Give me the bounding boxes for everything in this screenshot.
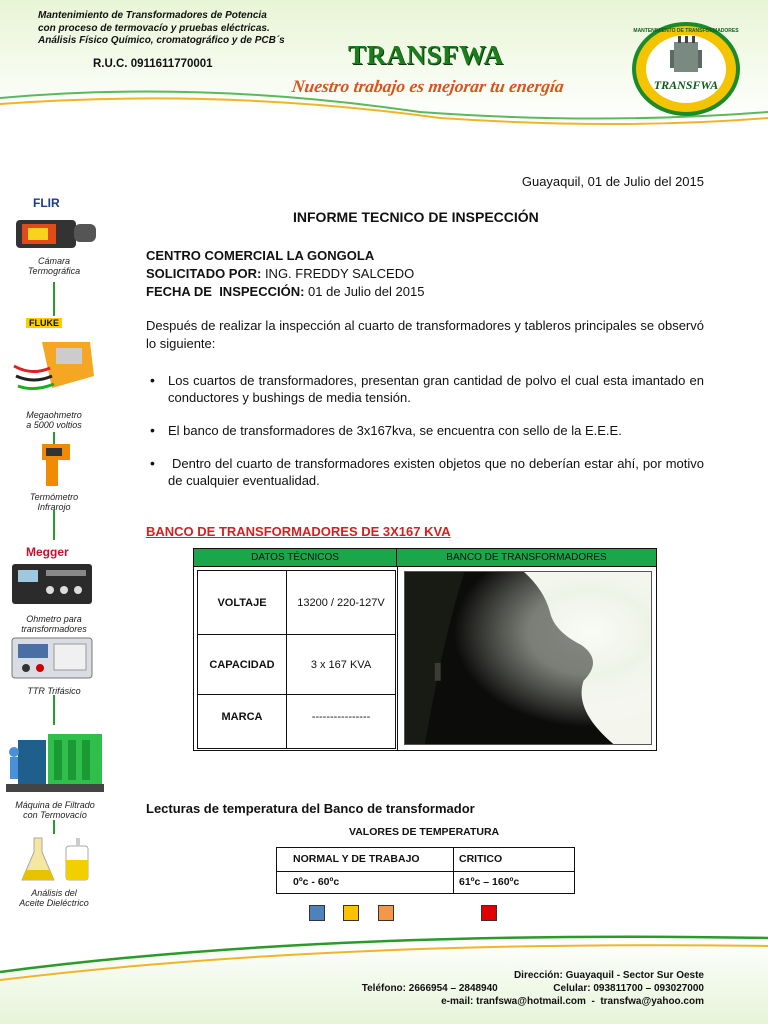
- inspection-date-label: FECHA DE INSPECCIÓN:: [146, 284, 305, 299]
- brand-slogan: Nuestro trabajo es mejorar tu energía: [290, 76, 566, 96]
- seal-text: TRANSFWA: [653, 78, 719, 92]
- equipment-caption: [4, 614, 104, 634]
- requested-by-label: SOLICITADO POR:: [146, 266, 262, 281]
- company-seal-logo: [630, 20, 742, 118]
- megger-logo: Megger: [26, 545, 69, 559]
- caption-line: Termográfica: [27, 266, 81, 276]
- row-value: 3 x 167 KVA: [286, 634, 396, 695]
- finding-item: • Dentro del cuarto de transformadores existen objetos que no deberían estar ahí, por motivo de cualquier eventualidad.: [150, 455, 704, 489]
- sidebar-connector: [53, 820, 55, 834]
- company-line: Análisis Físico Químico, cromatográfico y de PCB´s: [38, 35, 285, 46]
- temperature-value: 61ºc – 160ºc: [459, 876, 520, 888]
- report-date: Guayaquil, 01 de Julio del 2015: [521, 174, 704, 189]
- equipment-caption: [0, 800, 110, 820]
- temperature-value: 0ºc - 60ºc: [293, 876, 340, 888]
- inspection-date-value: 01 de Julio del 2015: [308, 284, 425, 299]
- row-label: MARCA: [197, 694, 287, 749]
- requested-by-value: ING. FREDDY SALCEDO: [264, 266, 415, 281]
- sidebar-connector: [53, 510, 55, 540]
- ruc-number: R.U.C. 0911611770001: [93, 58, 213, 70]
- temperature-heading: Lecturas de temperatura del Banco de transformador: [146, 801, 475, 816]
- caption-line: Aceite Dieléctrico: [19, 898, 89, 908]
- table-header: BANCO DE TRANSFORMADORES: [397, 549, 656, 567]
- company-line: con proceso de termovacío y pruebas eléctricas.: [38, 22, 270, 34]
- finding-item: • Los cuartos de transformadores, presentan gran cantidad de polvo el cual esta imantado en conductores y bushings de media tensión.: [150, 372, 704, 406]
- equipment-caption: [4, 686, 104, 696]
- ttr-tester-icon: [10, 636, 96, 682]
- temperature-header: NORMAL Y DE TRABAJO: [293, 853, 420, 865]
- report-metadata: [146, 247, 424, 301]
- temperature-table: [276, 847, 575, 894]
- caption-line: Ohmetro para: [26, 614, 82, 624]
- findings-list: [146, 372, 708, 489]
- sidebar-connector: [53, 282, 55, 316]
- caption-line: Cámara: [37, 256, 70, 266]
- color-swatch-orange: [378, 905, 394, 921]
- footer-address: Dirección: Guayaquil - Sector Sur Oeste: [513, 970, 704, 981]
- table-header: DATOS TÉCNICOS: [194, 549, 397, 567]
- infrared-thermometer-icon: [36, 442, 76, 488]
- megohmmeter-icon: [12, 336, 96, 398]
- report-title: INFORME TECNICO DE INSPECCIÓN: [293, 209, 539, 225]
- company-line: Mantenimiento de Transformadores de Potencia: [38, 10, 267, 21]
- caption-line: transformadores: [21, 624, 87, 634]
- row-label: CAPACIDAD: [197, 634, 287, 695]
- equipment-sidebar: [0, 190, 110, 920]
- caption-line: Megaohmetro: [26, 410, 82, 420]
- caption-line: con Termovacío: [23, 810, 87, 820]
- equipment-caption: [4, 888, 104, 908]
- caption-line: TTR Trifásico: [27, 686, 81, 696]
- caption-line: Infrarojo: [37, 502, 71, 512]
- client-name: CENTRO COMERCIAL LA GONGOLA: [146, 248, 375, 263]
- ohmmeter-icon: [10, 560, 96, 608]
- equipment-caption: [4, 492, 104, 512]
- color-swatch-blue: [309, 905, 325, 921]
- technical-data-table: [193, 548, 657, 751]
- equipment-caption: [4, 256, 104, 276]
- temperature-header: CRITICO: [459, 853, 503, 865]
- thermal-camera-icon: [14, 214, 100, 252]
- flir-logo: FLIR: [33, 196, 60, 210]
- color-swatch-yellow: [343, 905, 359, 921]
- caption-line: Termómetro: [29, 492, 79, 502]
- caption-line: a 5000 voltios: [26, 420, 82, 430]
- footer-emails: e-mail: tranfswa@hotmail.com - transfwa@yahoo.com: [441, 996, 704, 1007]
- caption-line: Máquina de Filtrado: [15, 800, 95, 810]
- row-value: 13200 / 220-127V: [286, 570, 396, 635]
- seal-ring-text: MANTENIMIENTO DE TRANSFORMADORES: [633, 28, 739, 34]
- lab-flasks-icon: [20, 836, 92, 884]
- brand-name: TRANSFWA: [348, 40, 504, 70]
- finding-item: • El banco de transformadores de 3x167kva, se encuentra con sello de la E.E.E.: [150, 422, 704, 439]
- transformer-bank-photo: [404, 571, 652, 745]
- caption-line: Análisis del: [31, 888, 77, 898]
- column-divider: [397, 567, 398, 751]
- color-swatch-red: [481, 905, 497, 921]
- sidebar-connector: [53, 695, 55, 725]
- row-label: VOLTAJE: [197, 570, 287, 635]
- temperature-subheading: VALORES DE TEMPERATURA: [349, 826, 500, 838]
- fluke-logo: FLUKE: [26, 318, 62, 328]
- company-description: [38, 10, 288, 48]
- footer-phones: Teléfono: 2666954 – 2848940 Celular: 093811700 – 093027000: [361, 983, 704, 994]
- row-value: ----------------: [286, 694, 396, 749]
- filtering-machine-icon: [4, 730, 106, 794]
- section-heading: BANCO DE TRANSFORMADORES DE 3X167 KVA: [146, 524, 451, 539]
- intro-paragraph: Después de realizar la inspección al cuarto de transformadores y tableros principales se observó lo siguiente:: [146, 318, 704, 351]
- equipment-caption: [4, 410, 104, 430]
